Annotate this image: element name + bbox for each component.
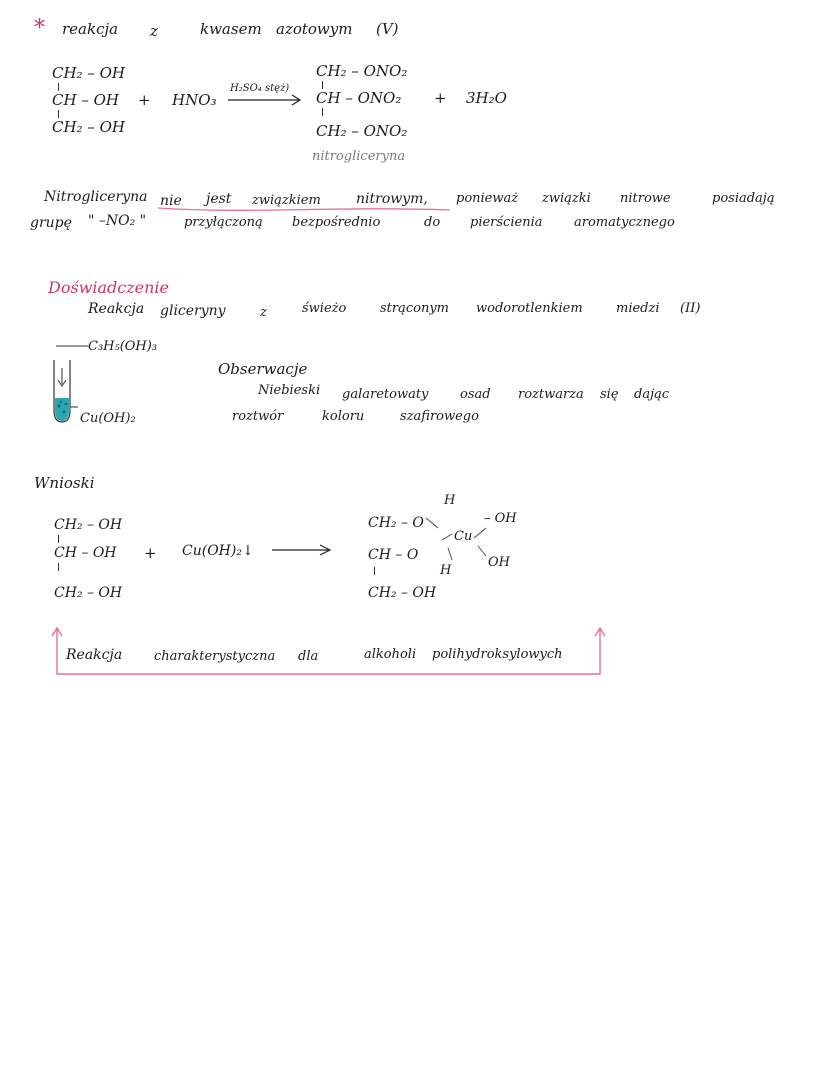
nitroglycerin-row: CH₂ – ONO₂: [316, 122, 408, 140]
description-word: strąconym: [380, 301, 450, 316]
note-word: pierścienia: [470, 215, 543, 230]
note-word: bezpośrednio: [292, 215, 381, 230]
note-word: " –NO₂ ": [88, 213, 147, 229]
water: 3H₂O: [466, 89, 507, 107]
title-word: z: [150, 22, 158, 40]
observation-word: galaretowaty: [342, 387, 429, 402]
note-word: do: [424, 215, 441, 230]
glycerin-label: C₃H₅(OH)₃: [88, 339, 158, 354]
complex-row: CH – O: [368, 547, 419, 563]
title-word: reakcja: [62, 20, 119, 38]
glycerol-row: CH₂ – OH: [52, 64, 125, 82]
observation-word: roztwarza: [518, 387, 584, 402]
conclusion-word: charakterystyczna: [154, 649, 276, 664]
title-word: (V): [376, 20, 399, 38]
conclusion-word: dla: [298, 649, 319, 664]
complex-row: CH₂ – OH: [368, 585, 437, 601]
plus-sign: +: [138, 91, 151, 109]
plus-sign: +: [434, 89, 447, 107]
note-word: jest: [206, 191, 232, 207]
reaction-arrow-1: [228, 95, 300, 105]
observation-word: koloru: [322, 409, 365, 424]
observation-word: się: [600, 387, 619, 402]
product-name: nitrogliceryna: [312, 149, 406, 164]
conclusion-word: polihydroksylowych: [432, 647, 563, 662]
description-word: z: [260, 305, 267, 320]
nitroglycerin-row: CH₂ – ONO₂: [316, 62, 408, 80]
note-word: grupę: [30, 215, 72, 231]
observation-word: roztwór: [232, 409, 284, 424]
observations-heading: Obserwacje: [218, 360, 308, 378]
note-word: aromatycznego: [574, 215, 675, 230]
note-word: nitrowym,: [356, 191, 428, 207]
observation-word: szafirowego: [400, 409, 479, 424]
glycerol-row: CH – OH: [52, 91, 119, 109]
catalyst-label: H₂SO₄ stęż): [230, 83, 290, 94]
experiment-heading: Doświadczenie: [48, 278, 170, 297]
copper-atom: Cu: [454, 529, 473, 544]
note-word: związkiem: [252, 193, 321, 208]
hydroxyl-bottom: OH: [488, 555, 510, 570]
conclusion-word: alkoholi: [364, 647, 417, 662]
title-word: kwasem: [200, 20, 262, 38]
observation-word: Niebieski: [258, 383, 321, 398]
conclusion-word: Reakcja: [66, 647, 123, 663]
nitric-acid: HNO₃: [172, 91, 217, 109]
highlight-underline: [158, 208, 450, 210]
reaction-arrow-2: [272, 545, 330, 555]
glycerol-row: CH₂ – OH: [52, 118, 125, 136]
complex-row: CH₂ – O: [368, 515, 424, 531]
description-word: Reakcja: [88, 301, 145, 317]
note-word: nie: [160, 193, 182, 209]
title-word: azotowym: [276, 20, 353, 38]
note-word: związki: [542, 191, 591, 206]
description-word: (II): [680, 301, 701, 316]
observation-word: osad: [460, 387, 491, 402]
nitroglycerin-row: CH – ONO₂: [316, 89, 402, 107]
copper-hydroxide: Cu(OH)₂↓: [182, 543, 254, 559]
note-word: ponieważ: [456, 191, 519, 206]
note-word: posiadają: [712, 191, 775, 206]
plus-sign: +: [144, 544, 157, 562]
copper-hydroxide-label: Cu(OH)₂: [80, 411, 136, 426]
glycerol-row: CH – OH: [54, 545, 117, 561]
note-word: Nitrogliceryna: [44, 189, 148, 205]
hydroxyl-top: – OH: [484, 511, 517, 526]
conclusions-heading: Wnioski: [34, 474, 95, 492]
observation-word: dając: [634, 387, 670, 402]
glycerol-row: CH₂ – OH: [54, 517, 123, 533]
description-word: gliceryny: [160, 303, 226, 319]
description-word: świeżo: [302, 301, 347, 316]
hydrogen-top: H: [444, 493, 456, 508]
glycerol-row: CH₂ – OH: [54, 585, 123, 601]
description-word: wodorotlenkiem: [476, 301, 583, 316]
note-word: nitrowe: [620, 191, 671, 206]
description-word: miedzi: [616, 301, 660, 316]
hydrogen-bottom: H: [440, 563, 452, 578]
note-word: przyłączoną: [184, 215, 263, 230]
star-bullet: *: [34, 16, 45, 41]
